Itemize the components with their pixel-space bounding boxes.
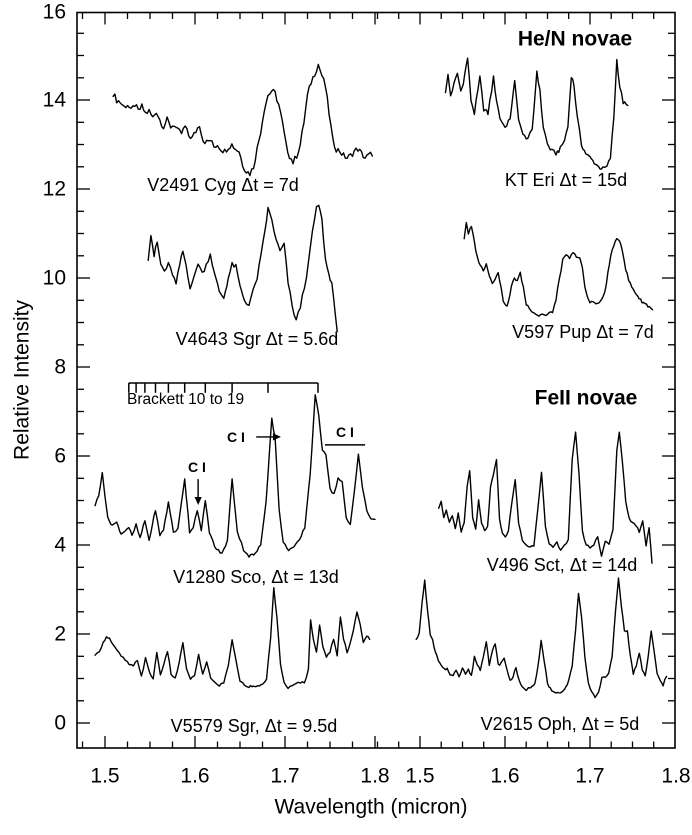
x-tick-label: 1.5 [405, 764, 435, 788]
y-axis-title: Relative Intensity [10, 300, 34, 460]
x-tick-label: 1.7 [575, 764, 605, 788]
spectrum-trace-v5579-sgr [95, 588, 370, 689]
y-tick-label: 4 [54, 533, 66, 557]
label-v1280-sco: V1280 Sco, Δt = 13d [173, 567, 339, 587]
ci-line-label-1690: C I [227, 429, 245, 445]
label-v5579-sgr: V5579 Sgr, Δt = 9.5d [170, 716, 338, 736]
y-tick-label: 6 [54, 444, 66, 468]
spectrum-trace-v2491-cyg [113, 64, 372, 175]
y-tick-label: 10 [42, 266, 66, 290]
y-tick-label: 8 [54, 355, 66, 379]
ci-arrowhead-right [273, 433, 281, 440]
spectrum-trace-v2615-oph [416, 578, 666, 697]
y-tick-label: 0 [54, 711, 66, 735]
label-v2491-cyg: V2491 Cyg Δt = 7d [147, 175, 299, 195]
y-tick-label: 12 [42, 177, 66, 201]
y-tick-label: 16 [42, 0, 66, 24]
ci-arrowhead-down [195, 497, 202, 505]
label-v2615-oph: V2615 Oph, Δt = 5d [480, 714, 640, 734]
text-layer [11, 1, 691, 819]
x-tick-label: 1.8 [360, 764, 390, 788]
spectrum-trace-v496-sct [439, 432, 652, 563]
spectrum-trace-kt-eri [446, 58, 628, 169]
y-tick-label: 14 [42, 88, 66, 112]
x-tick-label: 1.7 [270, 764, 300, 788]
plot-geometry [77, 13, 675, 749]
label-v597-pup: V597 Pup Δt = 7d [512, 322, 654, 342]
group-title-feii-novae: FeII novae [534, 386, 638, 410]
x-axis-title: Wavelength (micron) [274, 795, 468, 819]
label-v496-sct: V496 Sct, Δt = 14d [486, 555, 638, 575]
x-tick-label: 1.8 [661, 764, 691, 788]
label-kt-eri: KT Eri Δt = 15d [504, 170, 628, 190]
x-tick-label: 1.5 [90, 764, 120, 788]
brackett-series-label: Brackett 10 to 19 [127, 391, 245, 408]
spectrum-trace-v4643-sgr [148, 205, 337, 331]
ci-line-label-1770: C I [336, 424, 354, 440]
y-tick-label: 2 [54, 622, 66, 646]
ci-line-label-1600: C I [188, 459, 206, 475]
x-tick-label: 1.6 [180, 764, 210, 788]
plot-frame [77, 13, 675, 749]
group-title-hen-novae: He/N novae [517, 27, 633, 51]
spectrum-trace-v1280-sco [95, 395, 375, 557]
spectrum-trace-v597-pup [464, 223, 652, 317]
x-tick-label: 1.6 [490, 764, 520, 788]
label-v4643-sgr: V4643 Sgr Δt = 5.6d [175, 329, 339, 349]
